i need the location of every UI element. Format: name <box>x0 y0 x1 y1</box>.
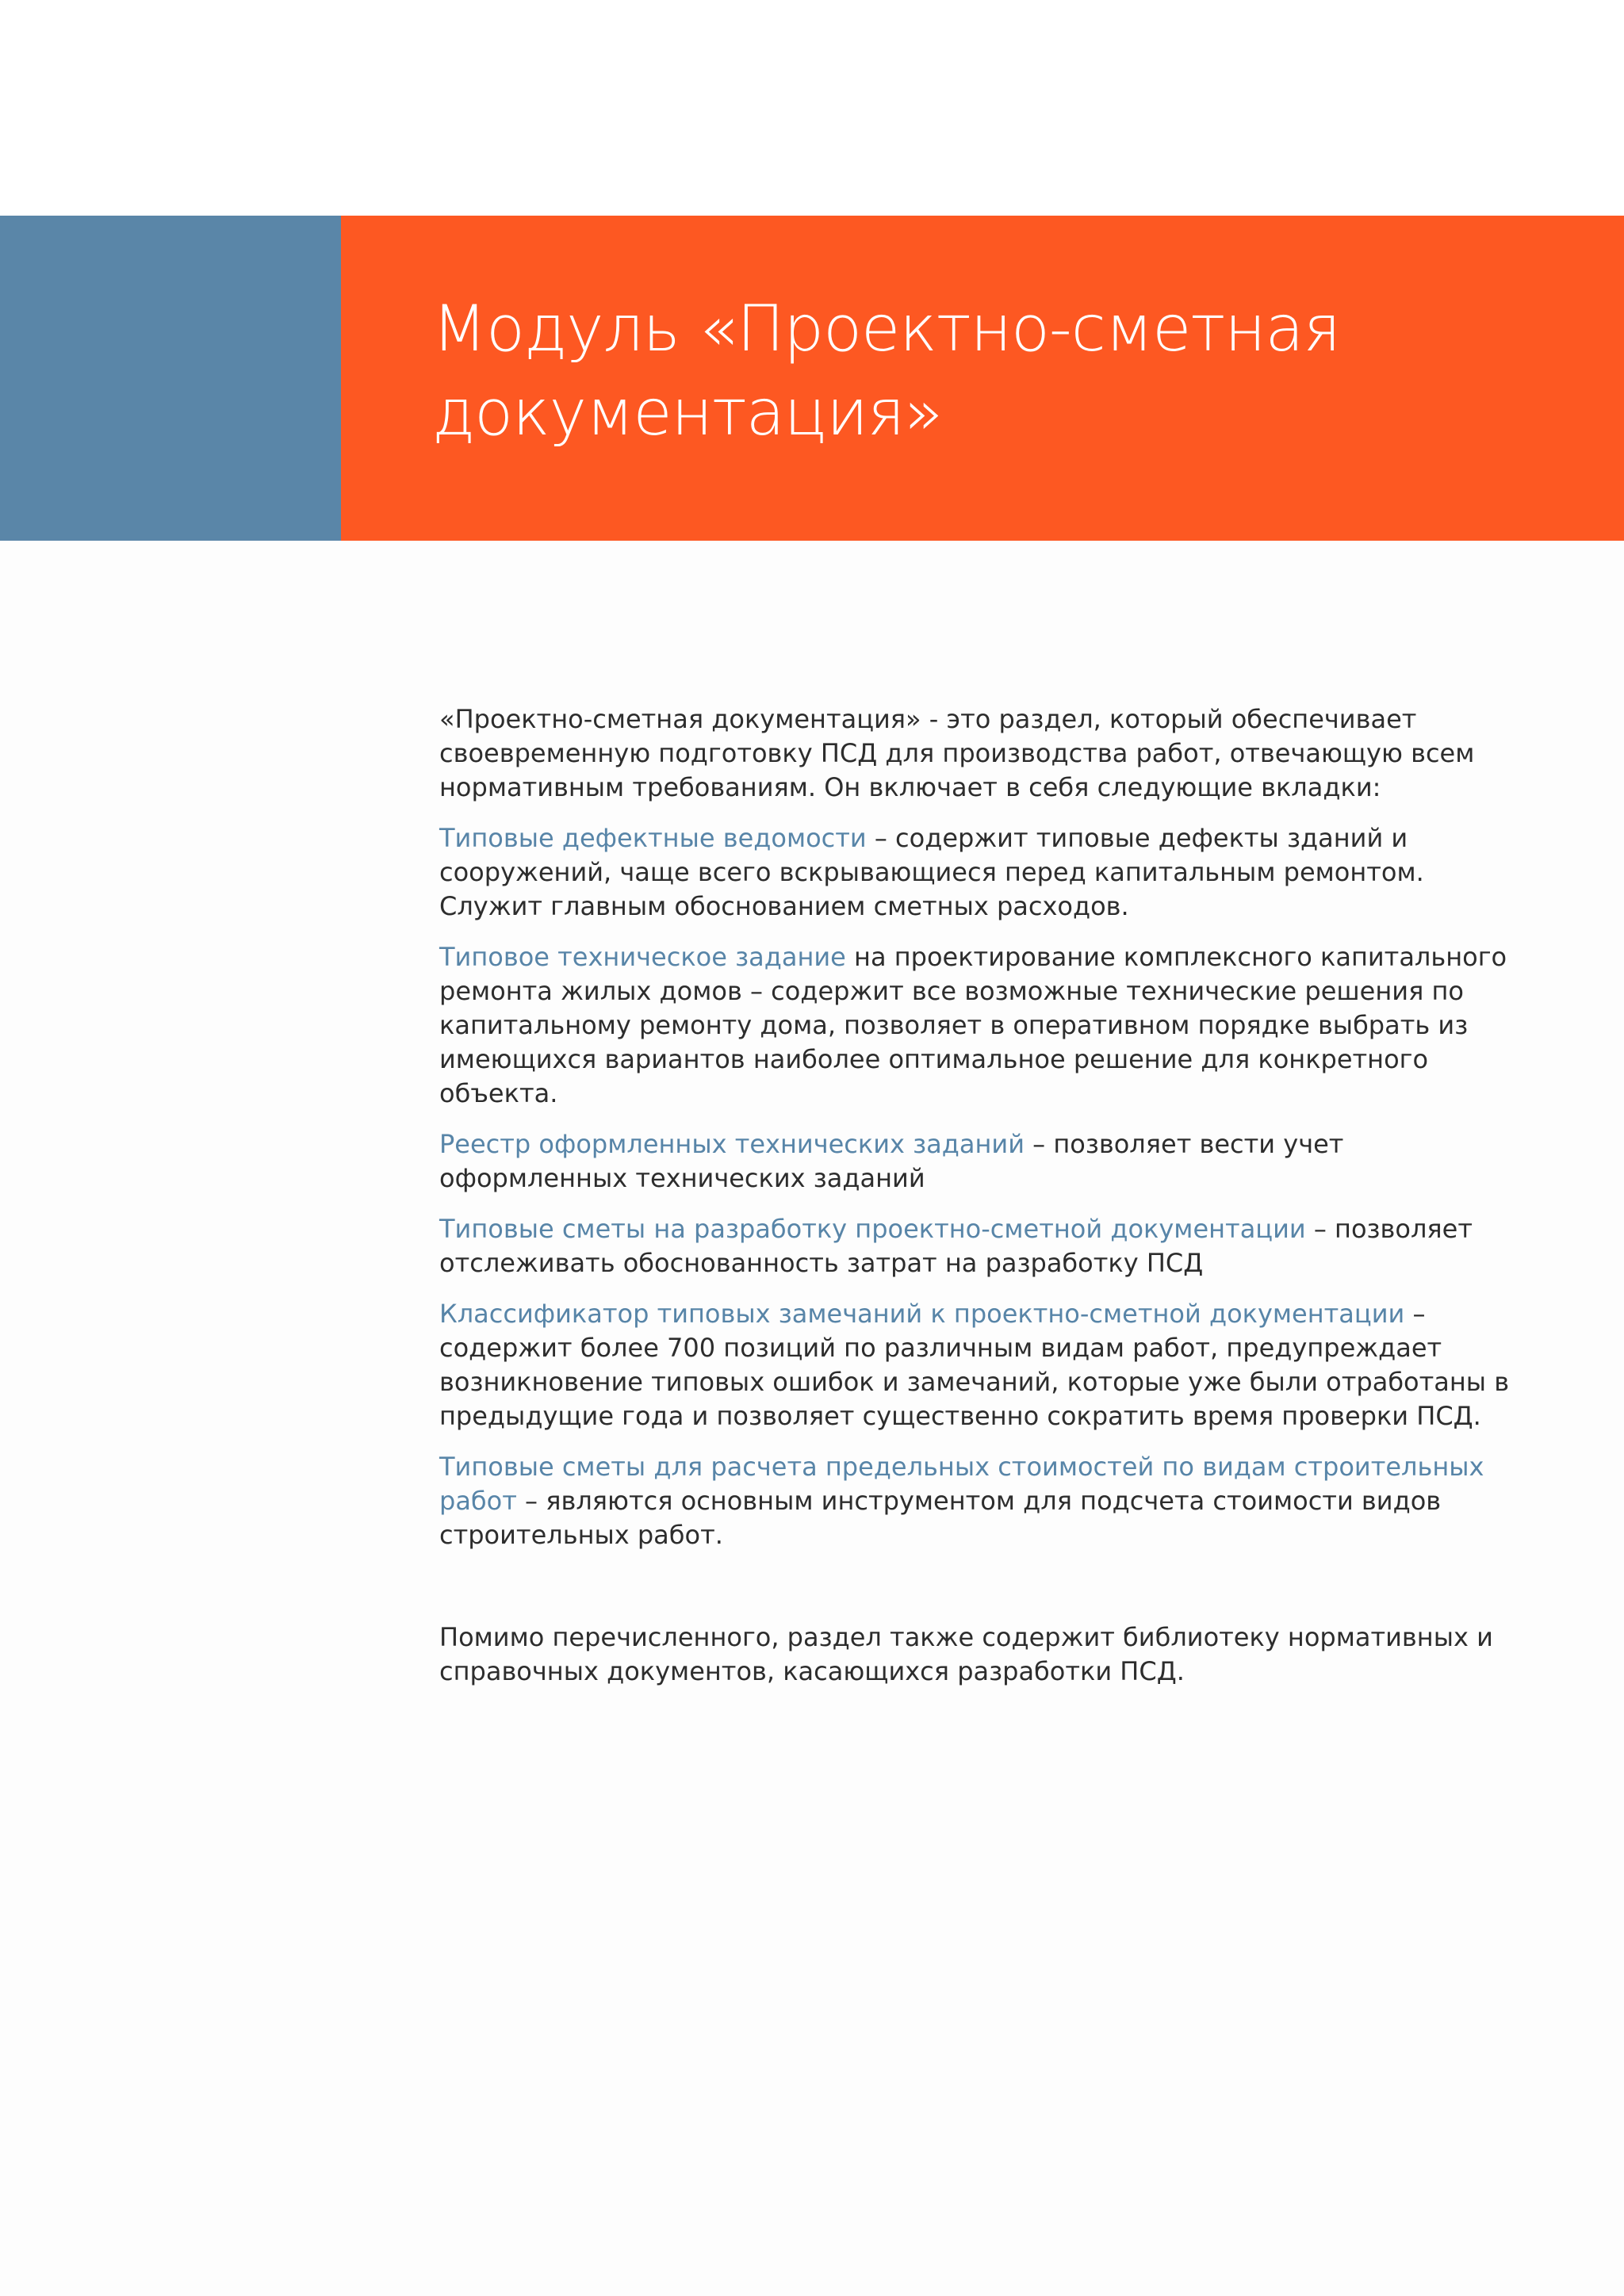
page-title-line-1: Модуль «Проектно-сметная <box>432 292 1340 365</box>
tab-description-text: – являются основным инструментом для подсчета стоимости видов строительных работ. <box>439 1486 1442 1550</box>
tab-description-item <box>439 1297 1518 1433</box>
side-accent-block <box>0 216 341 541</box>
tab-link-defect-statements[interactable]: Типовые дефектные ведомости <box>439 823 867 853</box>
tab-description-text: – содержит более 700 позиций по различным видам работ, предупреждает возникновение типовых ошибок и замечаний, которые уже были отработаны в предыдущие года и позволяет существенно сократить время проверки ПСД. <box>439 1299 1510 1431</box>
tab-link-design-estimates[interactable]: Типовые сметы на разработку проектно-сметной документации <box>439 1214 1306 1244</box>
tab-description-text: – позволяет отслеживать обоснованность затрат на разработку ПСД <box>439 1214 1473 1278</box>
tab-link-assignment-registry[interactable]: Реестр оформленных технических заданий <box>439 1129 1025 1159</box>
tab-description-item <box>439 821 1518 924</box>
tab-description-item <box>439 940 1518 1111</box>
tab-link-remarks-classifier[interactable]: Классификатор типовых замечаний к проектно-сметной документации <box>439 1299 1405 1329</box>
module-description <box>439 702 1518 1705</box>
intro-paragraph: «Проектно-сметная документация» - это раздел, который обеспечивает своевременную подготовку ПСД для производства работ, отвечающую всем нормативным требованиям. Он включает в себя следующие вкладки: <box>439 704 1475 802</box>
tab-description-item <box>439 1450 1518 1552</box>
closing-paragraph: Помимо перечисленного, раздел также содержит библиотеку нормативных и справочных документов, касающихся разработки ПСД. <box>439 1622 1493 1686</box>
tab-description-item <box>439 1212 1518 1280</box>
page-title <box>432 287 1542 455</box>
tab-link-technical-assignment[interactable]: Типовое техническое задание <box>439 942 846 972</box>
tab-link-cost-limit-estimates[interactable]: Типовые сметы для расчета предельных стоимостей по видам строительных работ <box>439 1452 1484 1516</box>
tab-description-text: – позволяет вести учет оформленных технических заданий <box>439 1129 1344 1193</box>
top-margin <box>0 0 1624 216</box>
page-title-line-2: документация» <box>432 376 943 450</box>
tab-description-item <box>439 1127 1518 1196</box>
tab-description-text: на проектирование комплексного капитального ремонта жилых домов – содержит все возможные технические решения по капитальному ремонту дома, позволяет в оперативном порядке выбрать из имеющихся вариантов наиболее оптимальное решение для конкретного объекта. <box>439 942 1507 1108</box>
tab-description-text: – содержит типовые дефекты зданий и сооружений, чаще всего вскрывающиеся перед капитальным ремонтом. Служит главным обоснованием сметных расходов. <box>439 823 1424 921</box>
